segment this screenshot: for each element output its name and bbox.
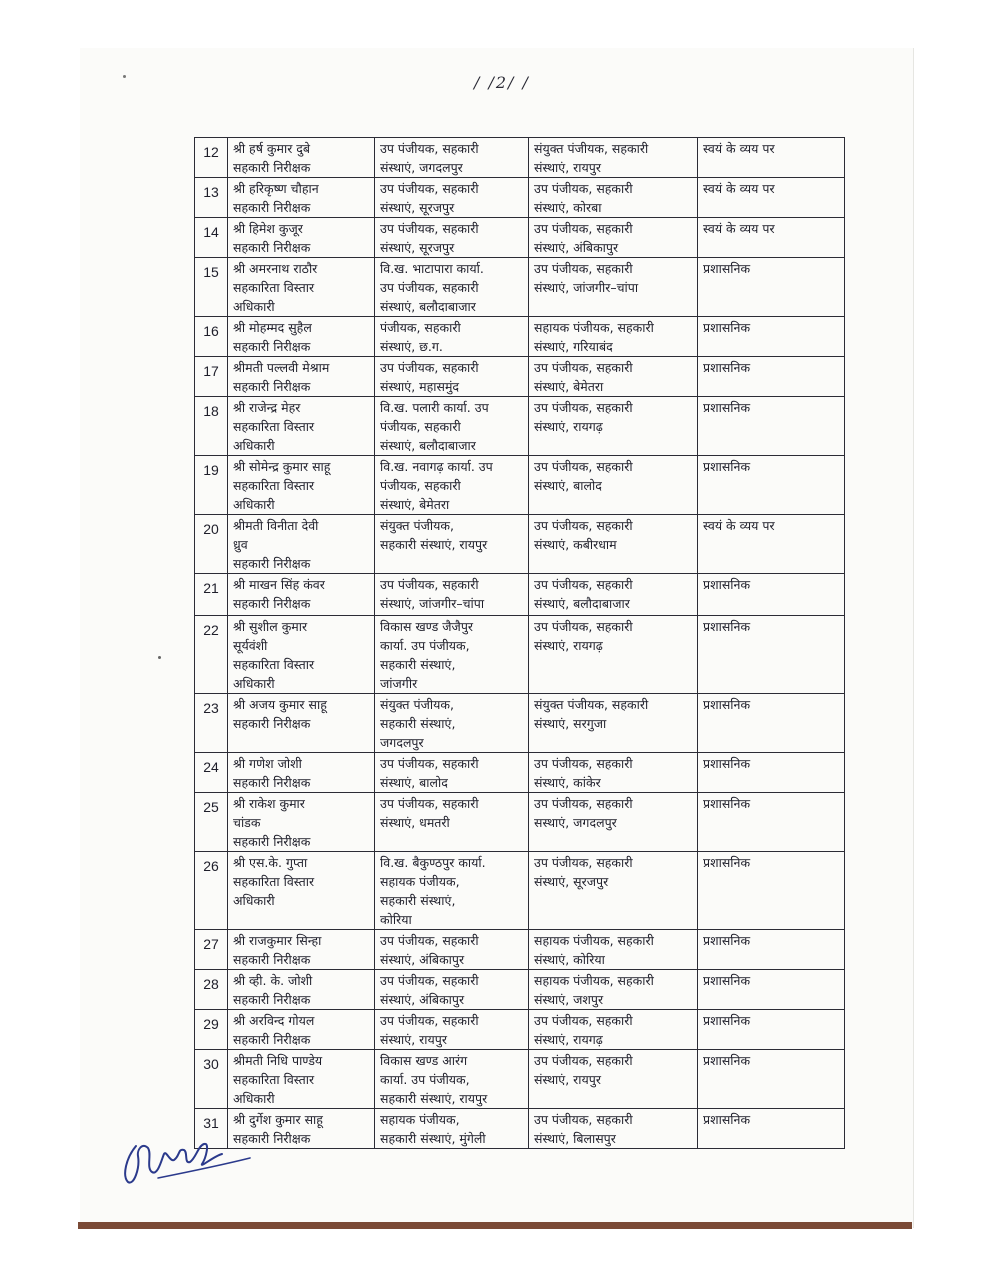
current-posting-line: वि.ख. भाटापारा कार्या. <box>380 261 484 276</box>
employee-name-line: सहकारी निरीक्षक <box>233 379 311 394</box>
employee-name-line: अधिकारी <box>233 438 275 453</box>
current-posting <box>375 793 529 852</box>
new-posting <box>529 753 698 793</box>
employee-name-line: श्री हर्ष कुमार दुबे <box>233 141 311 156</box>
table-row <box>195 1109 845 1149</box>
current-posting <box>375 930 529 970</box>
employee-name-line: सहकारिता विस्तार <box>233 874 315 889</box>
employee-name-line: श्रीमती विनीता देवी <box>233 518 319 533</box>
current-posting-line: उप पंजीयक, सहकारी <box>380 1013 479 1028</box>
employee-name-line: श्रीमती पल्लवी मेश्राम <box>233 360 330 375</box>
new-posting <box>529 138 698 178</box>
current-posting <box>375 178 529 218</box>
table-row <box>195 258 845 317</box>
transfer-reason: प्रशासनिक <box>698 1050 845 1109</box>
new-posting-line: उप पंजीयक, सहकारी <box>534 855 633 870</box>
new-posting <box>529 357 698 397</box>
employee-name-line: श्री अजय कुमार साहू <box>233 697 327 712</box>
current-posting-line: जांजगीर <box>380 676 418 691</box>
employee-name-line: श्री दुर्गेश कुमार साहू <box>233 1112 323 1127</box>
new-posting <box>529 1109 698 1149</box>
signature <box>118 1128 258 1188</box>
employee-name <box>228 456 375 515</box>
current-posting <box>375 138 529 178</box>
transfer-reason: स्वयं के व्यय पर <box>698 515 845 574</box>
table-body <box>195 138 845 1149</box>
employee-name-line: सहकारी निरीक्षक <box>233 1131 311 1146</box>
current-posting-line: उप पंजीयक, सहकारी <box>380 221 479 236</box>
employee-name-line: सहकारी निरीक्षक <box>233 952 311 967</box>
new-posting-line: उप पंजीयक, सहकारी <box>534 360 633 375</box>
new-posting-line: सहायक पंजीयक, सहकारी <box>534 320 654 335</box>
current-posting-line: संस्थाएं, सूरजपुर <box>380 200 455 215</box>
current-posting-line: सहायक पंजीयक, <box>380 1112 460 1127</box>
current-posting-line: संस्थाएं, बलौदाबाजार <box>380 299 476 314</box>
current-posting <box>375 218 529 258</box>
new-posting <box>529 317 698 357</box>
table-row <box>195 515 845 574</box>
current-posting-line: संयुक्त पंजीयक, <box>380 518 454 533</box>
current-posting <box>375 317 529 357</box>
new-posting <box>529 515 698 574</box>
serial-number: 19 <box>195 456 228 515</box>
employee-name-line: श्री हरिकृष्ण चौहान <box>233 181 319 196</box>
serial-number: 23 <box>195 694 228 753</box>
new-posting <box>529 1010 698 1050</box>
new-posting-line: उप पंजीयक, सहकारी <box>534 1053 633 1068</box>
current-posting-line: कार्या. उप पंजीयक, <box>380 638 470 653</box>
employee-name-line: सहकारी निरीक्षक <box>233 200 311 215</box>
employee-name-line: सहकारी निरीक्षक <box>233 1032 311 1047</box>
table-row <box>195 753 845 793</box>
employee-name-line: सहकारिता विस्तार <box>233 280 315 295</box>
new-posting-line: उप पंजीयक, सहकारी <box>534 619 633 634</box>
current-posting-line: विकास खण्ड आरंग <box>380 1053 468 1068</box>
table-row <box>195 694 845 753</box>
new-posting-line: संस्थाएं, रायगढ़ <box>534 638 603 653</box>
current-posting-line: संस्थाएं, महासमुंद <box>380 379 460 394</box>
current-posting-line: उप पंजीयक, सहकारी <box>380 577 479 592</box>
transfer-reason: प्रशासनिक <box>698 574 845 616</box>
transfer-reason: प्रशासनिक <box>698 793 845 852</box>
table-row <box>195 456 845 515</box>
new-posting-line: संस्थाएं, जांजगीर–चांपा <box>534 280 639 295</box>
new-posting <box>529 397 698 456</box>
employee-name <box>228 1010 375 1050</box>
transfer-reason: प्रशासनिक <box>698 970 845 1010</box>
current-posting-line: सहकारी संस्थाएं, मुंगेली <box>380 1131 486 1146</box>
employee-name-line: सहकारी निरीक्षक <box>233 834 311 849</box>
serial-number: 31 <box>195 1109 228 1149</box>
new-posting-line: संयुक्त पंजीयक, सहकारी <box>534 697 649 712</box>
new-posting-line: संस्थाएं, रायगढ़ <box>534 419 603 434</box>
new-posting-line: संस्थाएं, गरियाबंद <box>534 339 613 354</box>
current-posting-line: उप पंजीयक, सहकारी <box>380 933 479 948</box>
current-posting-line: सहायक पंजीयक, <box>380 874 460 889</box>
current-posting <box>375 616 529 694</box>
current-posting <box>375 456 529 515</box>
employee-name-line: अधिकारी <box>233 676 275 691</box>
transfer-reason: प्रशासनिक <box>698 753 845 793</box>
new-posting-line: उप पंजीयक, सहकारी <box>534 181 633 196</box>
transfer-reason: प्रशासनिक <box>698 357 845 397</box>
new-posting-line: संस्थाएं, कोरबा <box>534 200 602 215</box>
serial-number: 20 <box>195 515 228 574</box>
transfer-reason: स्वयं के व्यय पर <box>698 178 845 218</box>
new-posting-line: संस्थाएं, कोरिया <box>534 952 605 967</box>
new-posting <box>529 1050 698 1109</box>
new-posting-line: उप पंजीयक, सहकारी <box>534 261 633 276</box>
transfer-reason: प्रशासनिक <box>698 930 845 970</box>
current-posting-line: सहकारी संस्थाएं, रायपुर <box>380 537 488 552</box>
current-posting-line: संयुक्त पंजीयक, <box>380 697 454 712</box>
new-posting-line: संस्थाएं, रायपुर <box>534 160 601 175</box>
transfer-reason: स्वयं के व्यय पर <box>698 138 845 178</box>
serial-number: 26 <box>195 852 228 930</box>
table-row <box>195 793 845 852</box>
employee-name <box>228 753 375 793</box>
serial-number: 28 <box>195 970 228 1010</box>
table-row <box>195 317 845 357</box>
serial-number: 30 <box>195 1050 228 1109</box>
employee-name-line: श्री गणेश जोशी <box>233 756 302 771</box>
table-row <box>195 930 845 970</box>
employee-name-line: श्री अरविन्द गोयल <box>233 1013 315 1028</box>
current-posting <box>375 694 529 753</box>
transfer-reason: प्रशासनिक <box>698 616 845 694</box>
new-posting-line: उप पंजीयक, सहकारी <box>534 796 633 811</box>
new-posting-line: सहायक पंजीयक, सहकारी <box>534 933 654 948</box>
employee-name-line: सहकारिता विस्तार <box>233 1072 315 1087</box>
employee-name <box>228 317 375 357</box>
employee-name-line: श्री राजेन्द्र मेहर <box>233 400 301 415</box>
new-posting <box>529 574 698 616</box>
employee-name <box>228 258 375 317</box>
employee-name <box>228 694 375 753</box>
current-posting-line: सहकारी संस्थाएं, <box>380 657 456 672</box>
serial-number: 22 <box>195 616 228 694</box>
current-posting <box>375 515 529 574</box>
employee-name-line: सूर्यवंशी <box>233 638 268 653</box>
employee-name-line: अधिकारी <box>233 497 275 512</box>
employee-name-line: श्री व्ही. के. जोशी <box>233 973 313 988</box>
current-posting-line: संस्थाएं, सूरजपुर <box>380 240 455 255</box>
current-posting <box>375 258 529 317</box>
new-posting-line: उप पंजीयक, सहकारी <box>534 756 633 771</box>
current-posting-line: संस्थाएं, छ.ग. <box>380 339 443 354</box>
employee-name <box>228 574 375 616</box>
current-posting <box>375 970 529 1010</box>
new-posting-line: उप पंजीयक, सहकारी <box>534 400 633 415</box>
current-posting-line: पंजीयक, सहकारी <box>380 320 461 335</box>
new-posting-line: संस्थाएं, बालोद <box>534 478 602 493</box>
current-posting-line: पंजीयक, सहकारी <box>380 478 461 493</box>
current-posting <box>375 1010 529 1050</box>
new-posting-line: सहायक पंजीयक, सहकारी <box>534 973 654 988</box>
new-posting-line: संयुक्त पंजीयक, सहकारी <box>534 141 649 156</box>
transfer-reason: प्रशासनिक <box>698 317 845 357</box>
table-row <box>195 138 845 178</box>
current-posting-line: वि.ख. बैकुण्ठपुर कार्या. <box>380 855 486 870</box>
current-posting <box>375 357 529 397</box>
current-posting-line: संस्थाएं, बालोद <box>380 775 448 790</box>
transfer-reason: प्रशासनिक <box>698 852 845 930</box>
current-posting-line: उप पंजीयक, सहकारी <box>380 141 479 156</box>
table-row <box>195 970 845 1010</box>
new-posting <box>529 970 698 1010</box>
transfer-reason: प्रशासनिक <box>698 694 845 753</box>
employee-name <box>228 515 375 574</box>
new-posting-line: संस्थाएं, बिलासपुर <box>534 1131 616 1146</box>
serial-number: 24 <box>195 753 228 793</box>
transfer-reason: प्रशासनिक <box>698 456 845 515</box>
employee-name-line: सहकारी निरीक्षक <box>233 240 311 255</box>
current-posting-line: संस्थाएं, बेमेतरा <box>380 497 450 512</box>
current-posting-line: कार्या. उप पंजीयक, <box>380 1072 470 1087</box>
current-posting <box>375 852 529 930</box>
new-posting-line: उप पंजीयक, सहकारी <box>534 518 633 533</box>
employee-name-line: अधिकारी <box>233 893 275 908</box>
serial-number: 15 <box>195 258 228 317</box>
current-posting <box>375 753 529 793</box>
employee-name-line: श्री मोहम्मद सुहैल <box>233 320 312 335</box>
current-posting <box>375 397 529 456</box>
employee-name-line: अधिकारी <box>233 1091 275 1106</box>
page-edge <box>78 1222 912 1229</box>
current-posting-line: उप पंजीयक, सहकारी <box>380 181 479 196</box>
new-posting-line: संस्थाएं, जशपुर <box>534 992 604 1007</box>
serial-number: 16 <box>195 317 228 357</box>
employee-name-line: श्री सोमेन्द्र कुमार साहू <box>233 459 331 474</box>
serial-number: 14 <box>195 218 228 258</box>
new-posting-line: उप पंजीयक, सहकारी <box>534 577 633 592</box>
serial-number: 27 <box>195 930 228 970</box>
employee-name-line: श्री माखन सिंह कंवर <box>233 577 325 592</box>
employee-name-line: सहकारी निरीक्षक <box>233 339 311 354</box>
employee-name <box>228 357 375 397</box>
employee-name <box>228 616 375 694</box>
new-posting-line: संस्थाएं, बलौदाबाजार <box>534 596 630 611</box>
serial-number: 17 <box>195 357 228 397</box>
current-posting-line: वि.ख. नवागढ़ कार्या. उप <box>380 459 493 474</box>
current-posting-line: पंजीयक, सहकारी <box>380 419 461 434</box>
serial-number: 29 <box>195 1010 228 1050</box>
current-posting-line: उप पंजीयक, सहकारी <box>380 796 479 811</box>
new-posting-line: संस्थाएं, रायगढ़ <box>534 1032 603 1047</box>
new-posting-line: संस्थाएं, सूरजपुर <box>534 874 609 889</box>
current-posting <box>375 574 529 616</box>
new-posting <box>529 616 698 694</box>
current-posting-line: संस्थाएं, बलौदाबाजार <box>380 438 476 453</box>
employee-name-line: श्री सुशील कुमार <box>233 619 308 634</box>
current-posting-line: संस्थाएं, रायपुर <box>380 1032 447 1047</box>
employee-name <box>228 970 375 1010</box>
employee-name-line: सहकारी निरीक्षक <box>233 596 311 611</box>
employee-name-line: सहकारी निरीक्षक <box>233 160 311 175</box>
stray-dot <box>158 656 161 659</box>
employee-name <box>228 1050 375 1109</box>
new-posting-line: उप पंजीयक, सहकारी <box>534 1013 633 1028</box>
employee-name-line: श्री एस.के. गुप्ता <box>233 855 308 870</box>
new-posting-line: संस्थाएं, कबीरधाम <box>534 537 617 552</box>
current-posting-line: सहकारी संस्थाएं, <box>380 893 456 908</box>
new-posting-line: संस्थाएं, अंबिकापुर <box>534 240 619 255</box>
table-row <box>195 218 845 258</box>
current-posting <box>375 1109 529 1149</box>
new-posting <box>529 793 698 852</box>
employee-name-line: सहकारिता विस्तार <box>233 478 315 493</box>
serial-number: 13 <box>195 178 228 218</box>
current-posting-line: सहकारी संस्थाएं, <box>380 716 456 731</box>
current-posting-line: संस्थाएं, जांजगीर–चांपा <box>380 596 485 611</box>
new-posting <box>529 218 698 258</box>
transfer-reason: प्रशासनिक <box>698 258 845 317</box>
current-posting-line: उप पंजीयक, सहकारी <box>380 280 479 295</box>
page-number: / /2/ / <box>474 73 530 92</box>
new-posting-line: उप पंजीयक, सहकारी <box>534 1112 633 1127</box>
serial-number: 12 <box>195 138 228 178</box>
table-row <box>195 852 845 930</box>
current-posting-line: जगदलपुर <box>380 735 424 750</box>
employee-name <box>228 218 375 258</box>
serial-number: 25 <box>195 793 228 852</box>
new-posting <box>529 456 698 515</box>
current-posting-line: संस्थाएं, अंबिकापुर <box>380 952 465 967</box>
new-posting <box>529 258 698 317</box>
current-posting-line: संस्थाएं, अंबिकापुर <box>380 992 465 1007</box>
new-posting-line: संस्थाएं, रायपुर <box>534 1072 601 1087</box>
current-posting-line: उप पंजीयक, सहकारी <box>380 973 479 988</box>
employee-name-line: सहकारिता विस्तार <box>233 657 315 672</box>
employee-name-line: ध्रुव <box>233 537 248 552</box>
employee-name-line: श्रीमती निधि पाण्डेय <box>233 1053 323 1068</box>
employee-name <box>228 930 375 970</box>
current-posting <box>375 1050 529 1109</box>
transfer-table <box>194 137 845 1149</box>
transfer-reason: प्रशासनिक <box>698 397 845 456</box>
employee-name-line: अधिकारी <box>233 299 275 314</box>
current-posting-line: उप पंजीयक, सहकारी <box>380 360 479 375</box>
employee-name-line: सहकारी निरीक्षक <box>233 992 311 1007</box>
employee-name-line: सहकारिता विस्तार <box>233 419 315 434</box>
employee-name-line: श्री राकेश कुमार <box>233 796 305 811</box>
margin-mark <box>123 75 126 78</box>
employee-name-line: श्री हिमेश कुजूर <box>233 221 303 236</box>
new-posting <box>529 930 698 970</box>
transfer-reason: प्रशासनिक <box>698 1010 845 1050</box>
employee-name-line: सहकारी निरीक्षक <box>233 556 311 571</box>
employee-name-line: सहकारी निरीक्षक <box>233 716 311 731</box>
table-row <box>195 574 845 616</box>
table-row <box>195 357 845 397</box>
current-posting-line: कोरिया <box>380 912 412 927</box>
transfer-reason: प्रशासनिक <box>698 1109 845 1149</box>
table-row <box>195 1050 845 1109</box>
employee-name <box>228 793 375 852</box>
serial-number: 18 <box>195 397 228 456</box>
serial-number: 21 <box>195 574 228 616</box>
new-posting <box>529 178 698 218</box>
employee-name-line: श्री राजकुमार सिन्हा <box>233 933 322 948</box>
current-posting-line: विकास खण्ड जैजैपुर <box>380 619 474 634</box>
table-row <box>195 1010 845 1050</box>
table-row <box>195 616 845 694</box>
current-posting-line: उप पंजीयक, सहकारी <box>380 756 479 771</box>
new-posting-line: सस्थाएं, जगदलपुर <box>534 815 617 830</box>
new-posting-line: संस्थाएं, कांकेर <box>534 775 601 790</box>
new-posting-line: संस्थाएं, सरगुजा <box>534 716 607 731</box>
employee-name-line: श्री अमरनाथ राठौर <box>233 261 318 276</box>
new-posting-line: संस्थाएं, बेमेतरा <box>534 379 604 394</box>
new-posting <box>529 694 698 753</box>
employee-name-line: चांडक <box>233 815 261 830</box>
employee-name <box>228 852 375 930</box>
table-row <box>195 178 845 218</box>
new-posting <box>529 852 698 930</box>
table-row <box>195 397 845 456</box>
employee-name <box>228 397 375 456</box>
current-posting-line: वि.ख. पलारी कार्या. उप <box>380 400 489 415</box>
transfer-reason: स्वयं के व्यय पर <box>698 218 845 258</box>
new-posting-line: उप पंजीयक, सहकारी <box>534 459 633 474</box>
employee-name <box>228 138 375 178</box>
current-posting-line: संस्थाएं, जगदलपुर <box>380 160 463 175</box>
new-posting-line: उप पंजीयक, सहकारी <box>534 221 633 236</box>
employee-name-line: सहकारी निरीक्षक <box>233 775 311 790</box>
employee-name <box>228 178 375 218</box>
current-posting-line: सहकारी संस्थाएं, रायपुर <box>380 1091 488 1106</box>
current-posting-line: संस्थाएं, धमतरी <box>380 815 450 830</box>
